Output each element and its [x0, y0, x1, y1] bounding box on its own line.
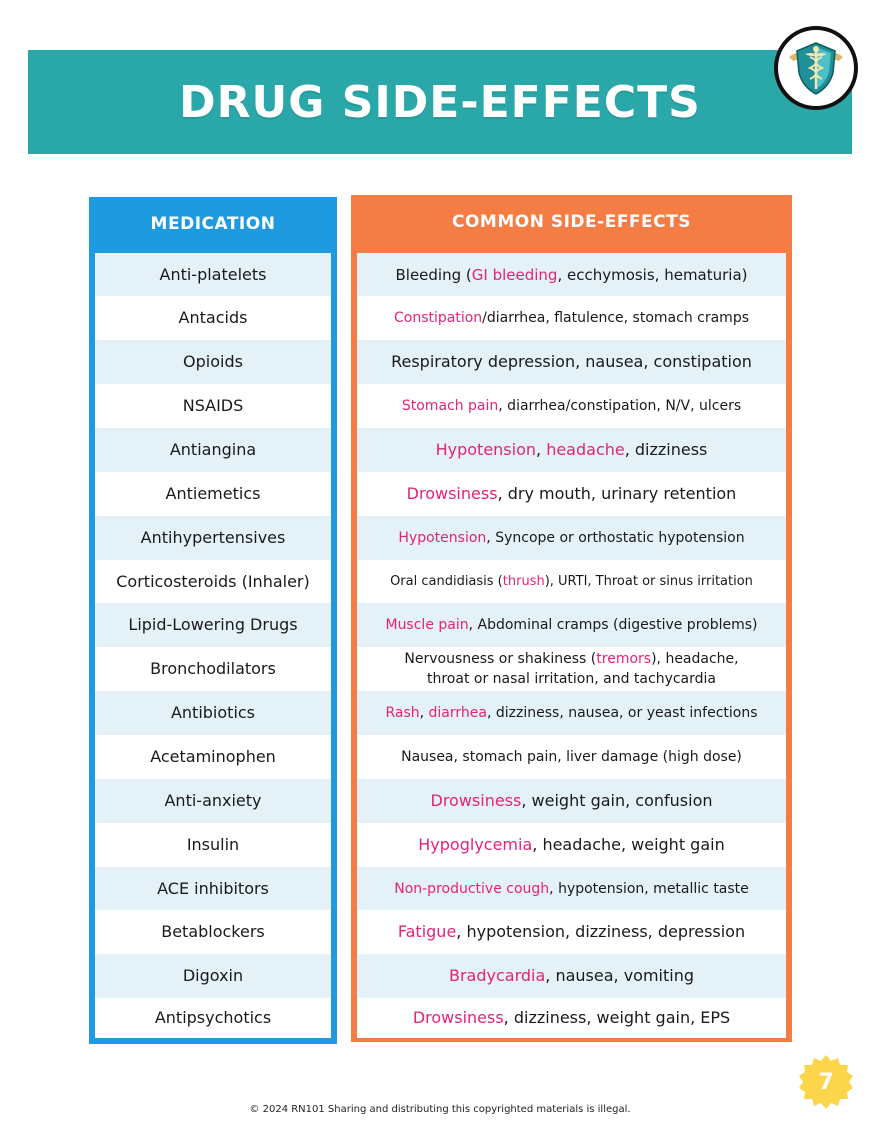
highlighted-term: diarrhea: [428, 705, 487, 721]
side-effect-cell: [357, 516, 786, 560]
side-effect-segment: , hypotension, dizziness, depression: [456, 922, 746, 941]
side-effect-text: [407, 483, 737, 505]
logo: [774, 26, 858, 110]
side-effect-segment: Nausea, stomach pain, liver damage (high dose): [401, 749, 742, 765]
side-effect-text: [413, 1007, 730, 1029]
side-effect-segment: Bleeding (: [395, 265, 472, 284]
medication-cell: Acetaminophen: [95, 735, 331, 779]
side-effect-text: [418, 834, 724, 856]
side-effect-cell: [357, 647, 786, 691]
page-title: DRUG SIDE-EFFECTS: [179, 76, 701, 128]
side-effect-cell: [357, 384, 786, 428]
medication-cell: Antihypertensives: [95, 516, 331, 560]
side-effect-segment: Oral candidiasis (: [390, 573, 503, 589]
highlighted-term: tremors: [596, 651, 652, 667]
side-effect-text: [397, 649, 746, 689]
side-effect-cell: [357, 603, 786, 647]
highlighted-term: Constipation: [393, 310, 483, 326]
side-effect-text: [436, 439, 708, 461]
side-effect-text: [391, 351, 752, 373]
side-effect-cell: [357, 779, 786, 823]
medication-cell: Antiangina: [95, 428, 331, 472]
medication-cell: Antipsychotics: [95, 998, 331, 1038]
side-effect-cell: [357, 428, 786, 472]
side-effect-segment: , Abdominal cramps (digestive problems): [468, 617, 758, 633]
medication-cell: Bronchodilators: [95, 647, 331, 691]
side-effect-cell: [357, 910, 786, 954]
side-effect-text: [395, 264, 747, 286]
side-effect-segment: ), URTI, Throat or sinus irritation: [544, 573, 753, 589]
medication-cell: NSAIDS: [95, 384, 331, 428]
page-number: 7: [818, 1069, 834, 1095]
highlighted-term: Rash: [385, 705, 420, 721]
medication-cell: Corticosteroids (Inhaler): [95, 560, 331, 603]
side-effect-cell: [357, 954, 786, 998]
side-effect-text: [402, 395, 741, 417]
side-effect-text: [431, 790, 713, 812]
side-effect-segment: ), headache, throat or nasal irritation, and tachycardia: [426, 651, 739, 687]
medication-cell: Lipid-Lowering Drugs: [95, 603, 331, 647]
side-effect-cell: [357, 823, 786, 867]
side-effect-cell: [357, 340, 786, 384]
highlighted-term: Fatigue: [397, 922, 457, 941]
side-effect-segment: , dry mouth, urinary retention: [497, 484, 737, 503]
highlighted-term: Hypotension: [435, 440, 537, 459]
highlighted-term: Drowsiness: [406, 484, 498, 503]
side-effect-cell: [357, 560, 786, 603]
caduceus-shield-icon: [785, 37, 847, 99]
side-effect-cell: [357, 296, 786, 340]
side-effect-segment: ,: [419, 705, 429, 721]
medication-cell: Betablockers: [95, 910, 331, 954]
side-effect-cell: [357, 867, 786, 910]
highlighted-term: Bradycardia: [448, 966, 546, 985]
side-effect-segment: , dizziness: [624, 440, 708, 459]
side-effect-text: [398, 527, 744, 549]
side-effect-cell: [357, 691, 786, 735]
medication-cell: Digoxin: [95, 954, 331, 998]
side-effect-text: [385, 702, 757, 724]
side-effect-segment: , Syncope or orthostatic hypotension: [486, 530, 745, 546]
medication-cell: Antibiotics: [95, 691, 331, 735]
highlighted-term: Muscle pain: [385, 617, 469, 633]
copyright-footer: © 2024 RN101 Sharing and distributing this copyrighted materials is illegal.: [249, 1104, 631, 1115]
medication-cell: Anti-anxiety: [95, 779, 331, 823]
side-effect-text: [401, 746, 742, 768]
side-effect-segment: , dizziness, weight gain, EPS: [503, 1008, 731, 1027]
side-effects-header: COMMON SIDE-EFFECTS: [452, 212, 691, 232]
highlighted-term: Hypoglycemia: [418, 835, 533, 854]
side-effect-segment: , headache, weight gain: [532, 835, 725, 854]
medication-cell: ACE inhibitors: [95, 867, 331, 910]
side-effect-segment: , diarrhea/constipation, N/V, ulcers: [498, 398, 742, 414]
medication-cell: Insulin: [95, 823, 331, 867]
highlighted-term: GI bleeding: [471, 265, 558, 284]
highlighted-term: headache: [546, 440, 625, 459]
side-effect-text: [449, 965, 694, 987]
side-effect-text: [390, 571, 753, 593]
side-effect-cell: [357, 735, 786, 779]
side-effect-cell: [357, 472, 786, 516]
medication-cell: Opioids: [95, 340, 331, 384]
medication-cell: Antiemetics: [95, 472, 331, 516]
highlighted-term: Non-productive cough: [394, 880, 550, 897]
side-effect-segment: , ecchymosis, hematuria): [557, 265, 748, 284]
side-effect-segment: /diarrhea, flatulence, stomach cramps: [482, 310, 749, 326]
medication-cell: Antacids: [95, 296, 331, 340]
side-effect-text: [385, 614, 757, 636]
side-effect-text: [398, 921, 745, 943]
side-effect-segment: , nausea, vomiting: [545, 966, 694, 985]
highlighted-term: Hypotension: [398, 530, 487, 546]
highlighted-term: Drowsiness: [430, 791, 522, 810]
title-banner: [28, 50, 852, 154]
highlighted-term: thrush: [502, 573, 545, 589]
side-effect-segment: Nervousness or shakiness (: [404, 651, 597, 667]
side-effect-segment: , weight gain, confusion: [521, 791, 713, 810]
side-effect-segment: , dizziness, nausea, or yeast infections: [486, 705, 758, 721]
highlighted-term: Stomach pain: [401, 398, 499, 414]
side-effect-segment: Respiratory depression, nausea, constipation: [391, 352, 752, 371]
side-effect-text: [394, 878, 749, 900]
medication-cell: Anti-platelets: [95, 253, 331, 296]
side-effect-text: [394, 307, 749, 329]
side-effect-cell: [357, 998, 786, 1038]
side-effect-segment: , hypotension, metallic taste: [549, 880, 749, 897]
medication-header: MEDICATION: [150, 214, 276, 234]
highlighted-term: Drowsiness: [412, 1008, 504, 1027]
side-effect-cell: [357, 253, 786, 296]
side-effect-segment: ,: [536, 440, 547, 459]
